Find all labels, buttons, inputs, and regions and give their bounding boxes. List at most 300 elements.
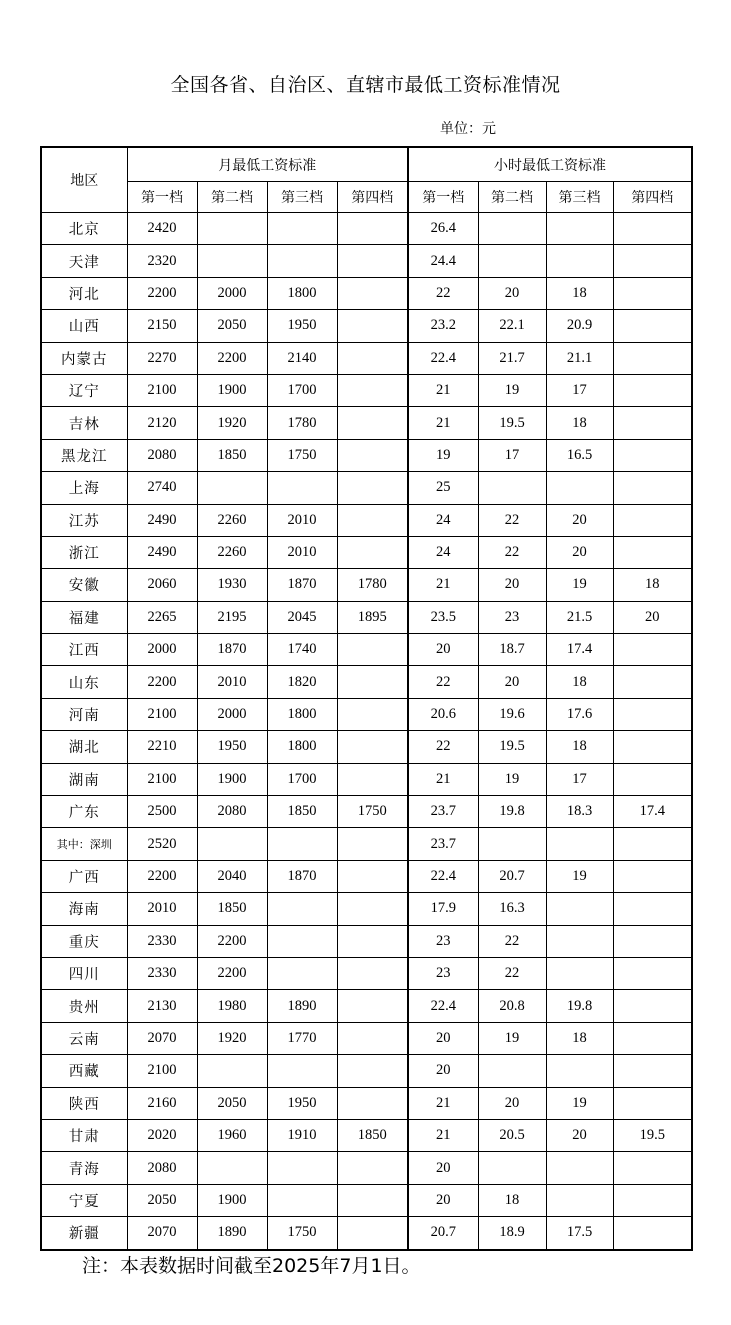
region-cell: 北京: [41, 213, 127, 245]
region-cell: 广西: [41, 860, 127, 892]
hourly-tier-3-cell: [546, 957, 613, 989]
monthly-tier-1-cell: 2160: [127, 1087, 197, 1119]
footnote: 注：本表数据时间截至2025年7月1日。: [82, 1255, 421, 1277]
monthly-tier-1-cell: 2200: [127, 860, 197, 892]
monthly-tier-3-cell: 1910: [267, 1119, 337, 1151]
hourly-tier-1-cell: 21: [408, 374, 478, 406]
region-cell: 浙江: [41, 536, 127, 568]
hourly-tier-1-cell: 21: [408, 1119, 478, 1151]
hourly-tier-2-cell: 18.9: [478, 1217, 546, 1250]
monthly-tier-2-cell: 1930: [197, 569, 267, 601]
region-cell: 上海: [41, 472, 127, 504]
region-cell: 西藏: [41, 1055, 127, 1087]
hourly-tier-2-cell: 22: [478, 536, 546, 568]
monthly-tier-4-cell: [337, 925, 408, 957]
hourly-tier-2-cell: 20: [478, 666, 546, 698]
monthly-tier-2-cell: [197, 1055, 267, 1087]
hourly-tier-1-cell: 17.9: [408, 893, 478, 925]
monthly-tier-1-header: 第一档: [127, 182, 197, 213]
hourly-tier-1-cell: 20: [408, 1184, 478, 1216]
region-cell: 江苏: [41, 504, 127, 536]
hourly-tier-1-cell: 23.2: [408, 310, 478, 342]
hourly-tier-3-cell: 18: [546, 407, 613, 439]
hourly-tier-3-cell: 19: [546, 860, 613, 892]
hourly-tier-4-cell: [613, 407, 692, 439]
hourly-tier-4-cell: [613, 990, 692, 1022]
monthly-tier-1-cell: 2000: [127, 634, 197, 666]
monthly-tier-1-cell: 2060: [127, 569, 197, 601]
hourly-tier-3-cell: 20: [546, 504, 613, 536]
hourly-tier-1-cell: 22.4: [408, 860, 478, 892]
hourly-tier-4-cell: [613, 1217, 692, 1250]
monthly-tier-2-cell: 2200: [197, 342, 267, 374]
hourly-tier-3-cell: [546, 893, 613, 925]
hourly-tier-2-cell: 20: [478, 1087, 546, 1119]
table-row: [41, 213, 692, 245]
hourly-tier-1-cell: 20.7: [408, 1217, 478, 1250]
region-cell: 山东: [41, 666, 127, 698]
monthly-tier-1-cell: 2420: [127, 213, 197, 245]
table-row: [41, 245, 692, 277]
hourly-tier-1-cell: 20: [408, 1022, 478, 1054]
monthly-tier-1-cell: 2740: [127, 472, 197, 504]
hourly-tier-3-cell: [546, 245, 613, 277]
hourly-tier-3-cell: [546, 1055, 613, 1087]
hourly-tier-4-cell: [613, 1087, 692, 1119]
monthly-tier-2-cell: 1900: [197, 374, 267, 406]
hourly-tier-1-cell: 24: [408, 536, 478, 568]
hourly-tier-4-cell: [613, 374, 692, 406]
hourly-tier-1-cell: 24.4: [408, 245, 478, 277]
hourly-tier-4-cell: [613, 1022, 692, 1054]
hourly-tier-4-cell: 20: [613, 601, 692, 633]
monthly-tier-4-cell: [337, 310, 408, 342]
hourly-tier-3-cell: [546, 828, 613, 860]
hourly-tier-2-cell: 16.3: [478, 893, 546, 925]
monthly-tier-3-cell: [267, 828, 337, 860]
table-row: [41, 925, 692, 957]
monthly-tier-1-cell: 2330: [127, 957, 197, 989]
hourly-tier-3-cell: 18: [546, 666, 613, 698]
hourly-tier-4-cell: [613, 439, 692, 471]
hourly-tier-3-cell: 21.1: [546, 342, 613, 374]
monthly-tier-2-cell: 1980: [197, 990, 267, 1022]
hourly-tier-2-cell: 18: [478, 1184, 546, 1216]
table-row: [41, 310, 692, 342]
hourly-tier-4-cell: [613, 925, 692, 957]
region-cell: 江西: [41, 634, 127, 666]
monthly-tier-3-cell: 1800: [267, 277, 337, 309]
monthly-tier-4-cell: [337, 277, 408, 309]
hourly-tier-2-cell: 20: [478, 277, 546, 309]
table-row: [41, 796, 692, 828]
hourly-tier-4-cell: [613, 536, 692, 568]
hourly-tier-4-cell: [613, 342, 692, 374]
hourly-tier-3-cell: 17.5: [546, 1217, 613, 1250]
monthly-tier-1-cell: 2070: [127, 1217, 197, 1250]
table-row: [41, 601, 692, 633]
table-row: [41, 472, 692, 504]
table-row: [41, 342, 692, 374]
table-row: [41, 1022, 692, 1054]
hourly-tier-1-cell: 19: [408, 439, 478, 471]
region-cell: 陕西: [41, 1087, 127, 1119]
monthly-tier-4-cell: 1780: [337, 569, 408, 601]
table-row: [41, 698, 692, 730]
hourly-tier-4-cell: 18: [613, 569, 692, 601]
hourly-tier-2-cell: 17: [478, 439, 546, 471]
hourly-tier-1-cell: 21: [408, 1087, 478, 1119]
hourly-tier-3-cell: [546, 1152, 613, 1184]
monthly-tier-3-cell: 1870: [267, 860, 337, 892]
monthly-tier-4-cell: [337, 213, 408, 245]
hourly-tier-1-cell: 20: [408, 634, 478, 666]
monthly-tier-2-cell: 1950: [197, 731, 267, 763]
hourly-tier-4-cell: [613, 828, 692, 860]
monthly-tier-1-cell: 2490: [127, 536, 197, 568]
monthly-tier-3-cell: 1870: [267, 569, 337, 601]
monthly-tier-3-cell: [267, 245, 337, 277]
region-cell: 天津: [41, 245, 127, 277]
hourly-tier-2-cell: [478, 1055, 546, 1087]
hourly-tier-1-header: 第一档: [408, 182, 478, 213]
table-row: [41, 860, 692, 892]
hourly-tier-1-cell: 22.4: [408, 990, 478, 1022]
hourly-tier-2-cell: 19: [478, 374, 546, 406]
monthly-tier-3-cell: [267, 472, 337, 504]
hourly-tier-3-cell: 20.9: [546, 310, 613, 342]
monthly-tier-4-cell: [337, 731, 408, 763]
monthly-tier-4-cell: [337, 860, 408, 892]
hourly-tier-3-cell: 20: [546, 1119, 613, 1151]
hourly-tier-1-cell: 23.5: [408, 601, 478, 633]
monthly-tier-4-cell: [337, 472, 408, 504]
hourly-tier-2-cell: 20.7: [478, 860, 546, 892]
monthly-tier-4-cell: [337, 763, 408, 795]
hourly-tier-3-cell: 16.5: [546, 439, 613, 471]
hourly-tier-3-cell: [546, 925, 613, 957]
monthly-tier-2-cell: [197, 828, 267, 860]
hourly-tier-3-cell: 18: [546, 1022, 613, 1054]
region-cell: 四川: [41, 957, 127, 989]
monthly-tier-1-cell: 2120: [127, 407, 197, 439]
table-row: [41, 666, 692, 698]
monthly-tier-4-cell: [337, 893, 408, 925]
hourly-tier-1-cell: 24: [408, 504, 478, 536]
monthly-tier-3-cell: 1700: [267, 374, 337, 406]
monthly-tier-1-cell: 2210: [127, 731, 197, 763]
monthly-tier-4-cell: [337, 666, 408, 698]
hourly-tier-4-cell: [613, 310, 692, 342]
monthly-tier-3-cell: 1950: [267, 1087, 337, 1119]
hourly-tier-4-cell: [613, 1184, 692, 1216]
hourly-tier-3-cell: 17.6: [546, 698, 613, 730]
monthly-header: 月最低工资标准: [127, 147, 408, 182]
hourly-tier-1-cell: 23: [408, 925, 478, 957]
monthly-tier-1-cell: 2130: [127, 990, 197, 1022]
monthly-tier-3-cell: [267, 893, 337, 925]
hourly-tier-4-cell: [613, 698, 692, 730]
hourly-tier-2-cell: 21.7: [478, 342, 546, 374]
table-row: [41, 1152, 692, 1184]
hourly-tier-3-cell: 21.5: [546, 601, 613, 633]
region-cell: 贵州: [41, 990, 127, 1022]
hourly-tier-2-header: 第二档: [478, 182, 546, 213]
monthly-tier-2-cell: [197, 472, 267, 504]
monthly-tier-1-cell: 2270: [127, 342, 197, 374]
table-row: [41, 1087, 692, 1119]
monthly-tier-3-cell: 1800: [267, 731, 337, 763]
monthly-tier-2-cell: 2260: [197, 536, 267, 568]
monthly-tier-4-cell: [337, 504, 408, 536]
monthly-tier-1-cell: 2080: [127, 1152, 197, 1184]
monthly-tier-4-cell: [337, 1152, 408, 1184]
hourly-tier-3-cell: 20: [546, 536, 613, 568]
monthly-tier-2-cell: 2050: [197, 1087, 267, 1119]
hourly-tier-3-cell: 19: [546, 1087, 613, 1119]
hourly-tier-4-cell: [613, 893, 692, 925]
monthly-tier-4-cell: 1750: [337, 796, 408, 828]
hourly-tier-1-cell: 20: [408, 1055, 478, 1087]
region-cell: 海南: [41, 893, 127, 925]
hourly-tier-4-cell: [613, 213, 692, 245]
monthly-tier-3-cell: [267, 1184, 337, 1216]
monthly-tier-2-cell: 2010: [197, 666, 267, 698]
table-row: [41, 504, 692, 536]
table-row: [41, 828, 692, 860]
hourly-tier-1-cell: 21: [408, 569, 478, 601]
region-cell: 重庆: [41, 925, 127, 957]
table-row: [41, 277, 692, 309]
table-row: [41, 1217, 692, 1250]
hourly-tier-4-cell: [613, 860, 692, 892]
hourly-tier-4-cell: [613, 504, 692, 536]
monthly-tier-3-cell: [267, 1055, 337, 1087]
hourly-tier-4-cell: [613, 634, 692, 666]
hourly-tier-3-cell: 17: [546, 763, 613, 795]
monthly-tier-1-cell: 2520: [127, 828, 197, 860]
hourly-tier-3-cell: 17: [546, 374, 613, 406]
monthly-tier-2-cell: 1900: [197, 1184, 267, 1216]
monthly-tier-4-cell: [337, 374, 408, 406]
monthly-tier-4-cell: [337, 634, 408, 666]
hourly-tier-4-cell: [613, 1152, 692, 1184]
monthly-tier-3-cell: [267, 957, 337, 989]
monthly-tier-2-cell: 1920: [197, 407, 267, 439]
monthly-tier-1-cell: 2320: [127, 245, 197, 277]
monthly-tier-1-cell: 2010: [127, 893, 197, 925]
page-title: 全国各省、自治区、直辖市最低工资标准情况: [170, 74, 561, 96]
monthly-tier-4-cell: [337, 1022, 408, 1054]
monthly-tier-3-cell: [267, 925, 337, 957]
hourly-tier-2-cell: 22: [478, 925, 546, 957]
table-row: [41, 1055, 692, 1087]
monthly-tier-1-cell: 2100: [127, 374, 197, 406]
hourly-tier-3-header: 第三档: [546, 182, 613, 213]
hourly-tier-2-cell: 20.5: [478, 1119, 546, 1151]
table-row: [41, 439, 692, 471]
monthly-tier-1-cell: 2100: [127, 1055, 197, 1087]
monthly-tier-2-cell: 1900: [197, 763, 267, 795]
hourly-tier-1-cell: 22: [408, 666, 478, 698]
monthly-tier-2-cell: 2200: [197, 925, 267, 957]
monthly-tier-3-cell: 1890: [267, 990, 337, 1022]
hourly-tier-1-cell: 20: [408, 1152, 478, 1184]
monthly-tier-3-cell: [267, 1152, 337, 1184]
table-row: [41, 990, 692, 1022]
hourly-tier-1-cell: 26.4: [408, 213, 478, 245]
hourly-tier-2-cell: 19: [478, 763, 546, 795]
monthly-tier-2-cell: 1890: [197, 1217, 267, 1250]
region-cell: 福建: [41, 601, 127, 633]
monthly-tier-4-cell: [337, 245, 408, 277]
monthly-tier-4-cell: [337, 1087, 408, 1119]
monthly-tier-2-cell: 1960: [197, 1119, 267, 1151]
hourly-tier-2-cell: 23: [478, 601, 546, 633]
region-cell: 河北: [41, 277, 127, 309]
monthly-tier-3-cell: 1740: [267, 634, 337, 666]
monthly-tier-2-cell: 2195: [197, 601, 267, 633]
monthly-tier-4-header: 第四档: [337, 182, 408, 213]
monthly-tier-1-cell: 2100: [127, 763, 197, 795]
monthly-tier-3-cell: 1770: [267, 1022, 337, 1054]
monthly-tier-3-cell: 1950: [267, 310, 337, 342]
monthly-tier-3-header: 第三档: [267, 182, 337, 213]
hourly-tier-1-cell: 21: [408, 763, 478, 795]
monthly-tier-1-cell: 2080: [127, 439, 197, 471]
table-row: [41, 634, 692, 666]
hourly-tier-2-cell: 19.5: [478, 731, 546, 763]
hourly-tier-3-cell: [546, 213, 613, 245]
hourly-tier-4-cell: [613, 277, 692, 309]
monthly-tier-3-cell: 1750: [267, 1217, 337, 1250]
hourly-tier-3-cell: 18: [546, 277, 613, 309]
monthly-tier-2-cell: 2200: [197, 957, 267, 989]
monthly-tier-4-cell: [337, 828, 408, 860]
hourly-tier-2-cell: [478, 828, 546, 860]
monthly-tier-4-cell: 1895: [337, 601, 408, 633]
monthly-tier-2-cell: 2260: [197, 504, 267, 536]
monthly-tier-1-cell: 2050: [127, 1184, 197, 1216]
hourly-tier-2-cell: 22: [478, 504, 546, 536]
monthly-tier-3-cell: 2140: [267, 342, 337, 374]
unit-label: 单位：元: [440, 121, 496, 137]
hourly-tier-1-cell: 20.6: [408, 698, 478, 730]
hourly-tier-4-header: 第四档: [613, 182, 692, 213]
hourly-tier-4-cell: [613, 1055, 692, 1087]
hourly-tier-4-cell: 19.5: [613, 1119, 692, 1151]
monthly-tier-3-cell: [267, 213, 337, 245]
hourly-tier-1-cell: 23.7: [408, 828, 478, 860]
hourly-header: 小时最低工资标准: [408, 147, 692, 182]
monthly-tier-3-cell: 2045: [267, 601, 337, 633]
region-cell: 湖南: [41, 763, 127, 795]
monthly-tier-2-cell: 1920: [197, 1022, 267, 1054]
monthly-tier-2-cell: [197, 245, 267, 277]
hourly-tier-2-cell: 22: [478, 957, 546, 989]
hourly-tier-2-cell: [478, 245, 546, 277]
hourly-tier-1-cell: 23.7: [408, 796, 478, 828]
table-row: [41, 763, 692, 795]
monthly-tier-4-cell: [337, 1184, 408, 1216]
region-cell: 内蒙古: [41, 342, 127, 374]
monthly-tier-3-cell: 1800: [267, 698, 337, 730]
hourly-tier-2-cell: 19: [478, 1022, 546, 1054]
table-row: [41, 1119, 692, 1151]
table-row: [41, 731, 692, 763]
hourly-tier-1-cell: 25: [408, 472, 478, 504]
region-cell: 辽宁: [41, 374, 127, 406]
monthly-tier-4-cell: [337, 990, 408, 1022]
monthly-tier-3-cell: 1780: [267, 407, 337, 439]
monthly-tier-2-cell: 2050: [197, 310, 267, 342]
hourly-tier-3-cell: 18: [546, 731, 613, 763]
region-cell: 山西: [41, 310, 127, 342]
table-row: [41, 407, 692, 439]
hourly-tier-4-cell: [613, 763, 692, 795]
monthly-tier-4-cell: [337, 1055, 408, 1087]
region-cell: 广东: [41, 796, 127, 828]
table-row: [41, 1184, 692, 1216]
hourly-tier-2-cell: 20: [478, 569, 546, 601]
table-row: [41, 374, 692, 406]
hourly-tier-2-cell: [478, 213, 546, 245]
monthly-tier-3-cell: 1850: [267, 796, 337, 828]
hourly-tier-4-cell: 17.4: [613, 796, 692, 828]
hourly-tier-4-cell: [613, 245, 692, 277]
monthly-tier-4-cell: [337, 1217, 408, 1250]
region-cell: 云南: [41, 1022, 127, 1054]
region-cell: 宁夏: [41, 1184, 127, 1216]
table-row: [41, 536, 692, 568]
region-cell: 新疆: [41, 1217, 127, 1250]
hourly-tier-2-cell: [478, 472, 546, 504]
region-cell: 其中：深圳: [41, 828, 127, 860]
monthly-tier-1-cell: 2020: [127, 1119, 197, 1151]
hourly-tier-4-cell: [613, 472, 692, 504]
monthly-tier-2-cell: 2000: [197, 698, 267, 730]
monthly-tier-2-cell: 2080: [197, 796, 267, 828]
region-cell: 吉林: [41, 407, 127, 439]
hourly-tier-3-cell: [546, 1184, 613, 1216]
monthly-tier-1-cell: 2500: [127, 796, 197, 828]
monthly-tier-2-cell: 1850: [197, 439, 267, 471]
hourly-tier-2-cell: 22.1: [478, 310, 546, 342]
region-cell: 青海: [41, 1152, 127, 1184]
region-cell: 河南: [41, 698, 127, 730]
monthly-tier-2-cell: 1870: [197, 634, 267, 666]
monthly-tier-3-cell: 1820: [267, 666, 337, 698]
monthly-tier-3-cell: 2010: [267, 536, 337, 568]
monthly-tier-3-cell: 1700: [267, 763, 337, 795]
hourly-tier-1-cell: 21: [408, 407, 478, 439]
monthly-tier-1-cell: 2330: [127, 925, 197, 957]
monthly-tier-1-cell: 2200: [127, 277, 197, 309]
monthly-tier-4-cell: [337, 957, 408, 989]
hourly-tier-1-cell: 23: [408, 957, 478, 989]
monthly-tier-4-cell: [337, 342, 408, 374]
region-cell: 湖北: [41, 731, 127, 763]
table-row: [41, 957, 692, 989]
hourly-tier-3-cell: [546, 472, 613, 504]
hourly-tier-4-cell: [613, 957, 692, 989]
hourly-tier-3-cell: 19: [546, 569, 613, 601]
hourly-tier-4-cell: [613, 666, 692, 698]
table-row: [41, 569, 692, 601]
hourly-tier-2-cell: 20.8: [478, 990, 546, 1022]
monthly-tier-3-cell: 2010: [267, 504, 337, 536]
hourly-tier-3-cell: 17.4: [546, 634, 613, 666]
